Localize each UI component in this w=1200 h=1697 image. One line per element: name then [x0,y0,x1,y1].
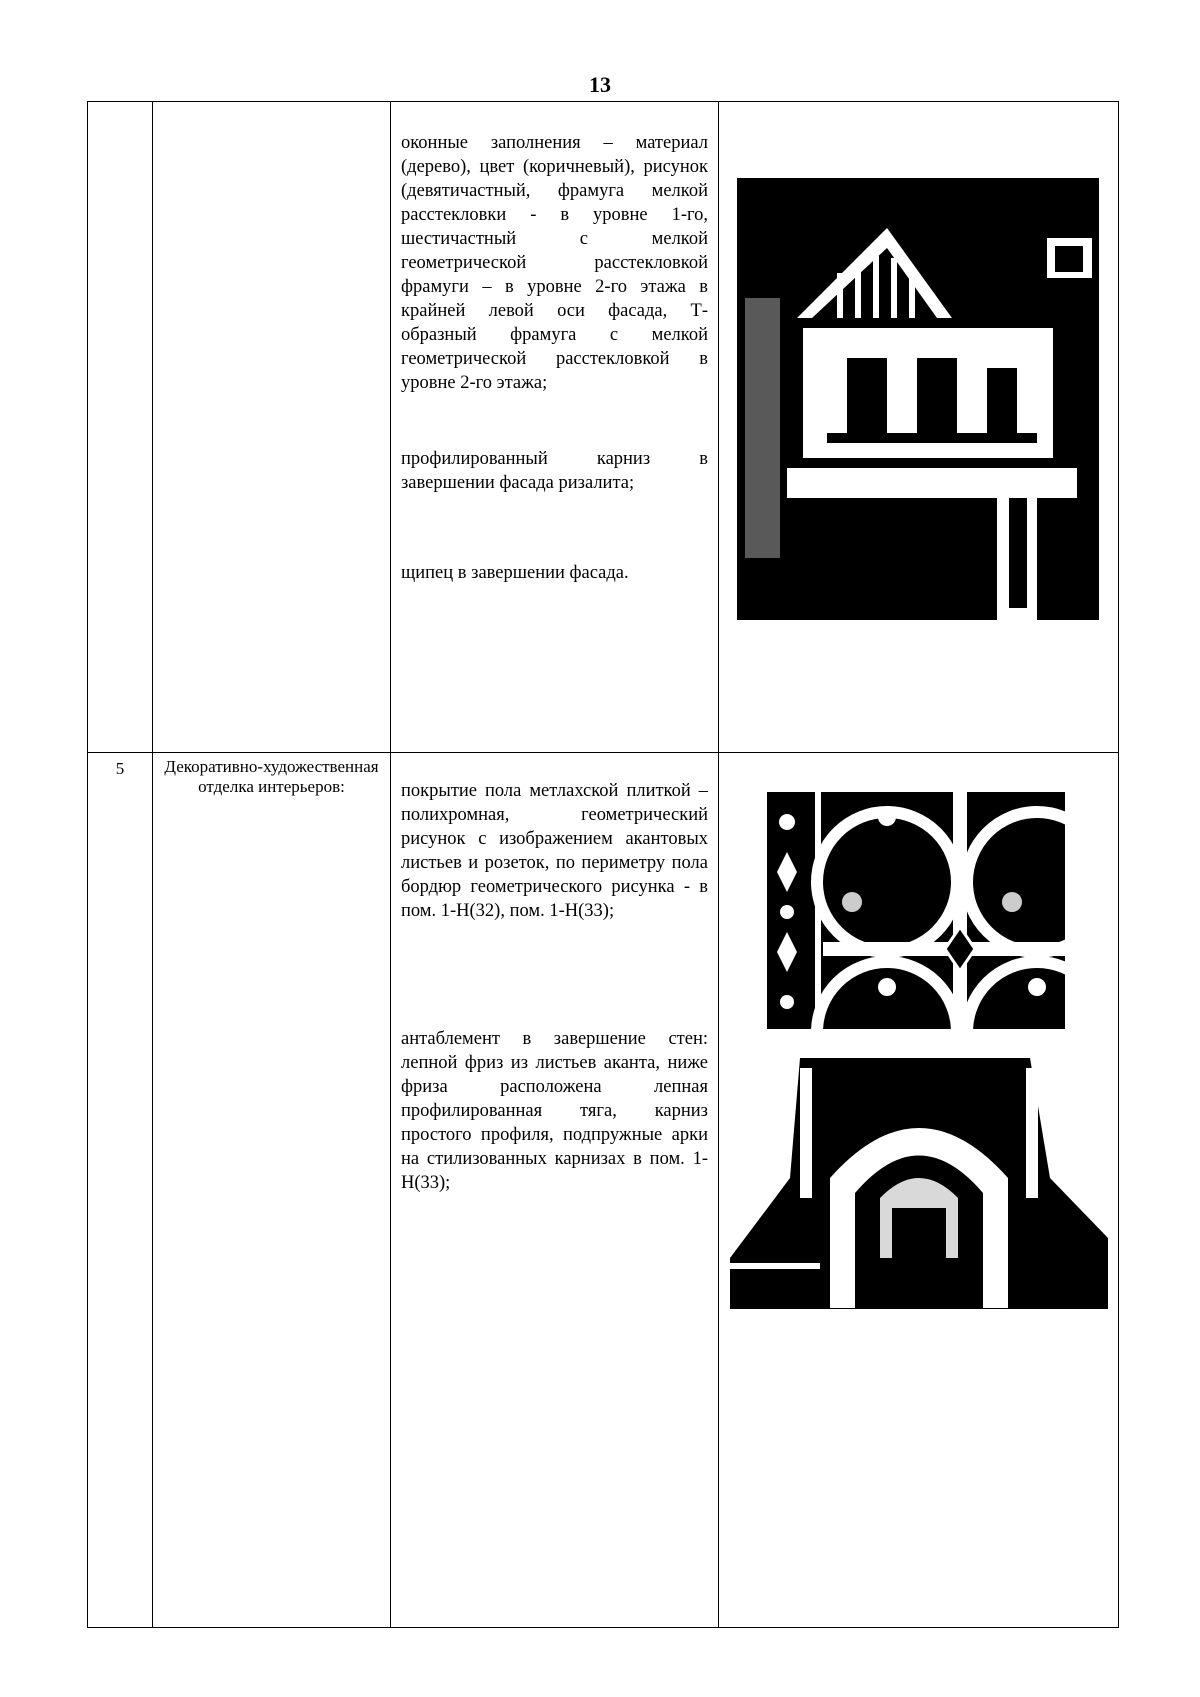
row-photos [719,102,1119,753]
entablature-arch-photo [730,1058,1108,1309]
facade-photo [737,178,1099,620]
row-photos [719,753,1119,1628]
entablature-arch-photo-image [730,1058,1108,1309]
row-description [391,753,719,1628]
row-description [391,102,719,753]
description-paragraph: оконные заполнения – материал (дерево), цвет (коричневый), рисунок (девятичастный, фрамуга мелкой расстекловки - в уровне 1-го, шестичастный с мелкой геометрической расстекловкой фрамуги – в уровне 2-го этажа в крайней левой оси фасада, Т-образный фрамуга с мелкой геометрической расстекловкой в уровне 2-го этажа; [401,133,708,393]
floor-tile-photo [767,792,1065,1029]
row-number [88,102,153,753]
page-number: 13 [589,72,611,97]
description-paragraph: покрытие пола метлахской плиткой – полихромная, геометрический рисунок с изображением акантовых листьев и розеток, по периметру пола бордюр геометрического рисунка - в пом. 1-Н(32), пом. 1-Н(33); [401,781,708,921]
floor-tile-photo-image [767,792,1065,1029]
row-title [153,102,391,753]
description-paragraph: щипец в завершении фасада. [401,563,629,583]
description-paragraph: профилированный карниз в завершении фасада ризалита; [401,449,708,493]
table-row [88,753,1119,1628]
monument-subject-table [87,101,1119,1628]
table-row [88,102,1119,753]
description-paragraph: антаблемент в завершение стен: лепной фриз из листьев аканта, ниже фриза расположена лепная профилированная тяга, карниз простого профиля, подпружные арки на стилизованных карнизах в пом. 1-Н(33); [401,1029,708,1193]
facade-photo-image [737,178,1099,620]
row-title: Декоративно-художественная отделка интерьеров: [153,753,391,1628]
row-number: 5 [88,753,153,1628]
